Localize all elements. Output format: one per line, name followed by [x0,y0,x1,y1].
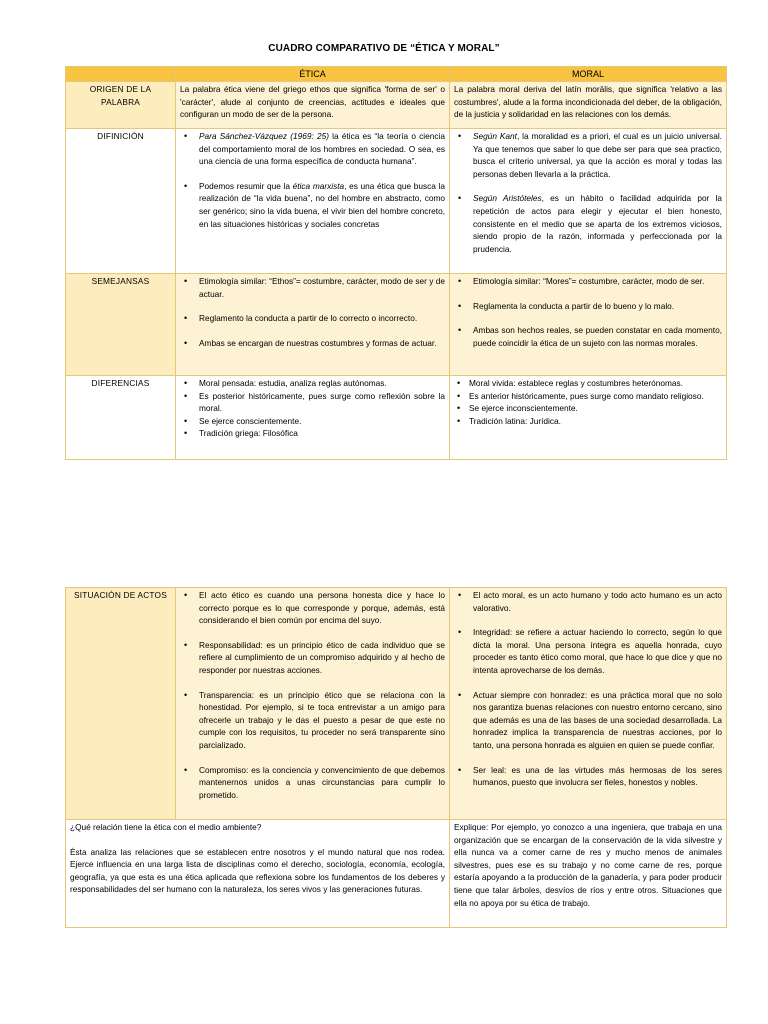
list-item: • Reglamento la conducta a partir de lo correcto o incorrecto. [199,312,445,325]
list-item: • Se ejerce conscientemente. [199,415,445,428]
row-origen [66,82,727,129]
row-definicion [66,129,727,274]
list-item: • Etimología similar: “Mores”= costumbre, carácter, modo de ser. [473,275,722,288]
list-item: • Tradición latina: Jurídica. [469,415,722,428]
diferencias-etica [176,376,450,460]
header-empty [66,67,176,82]
header-row [66,67,727,82]
list-item: • Se ejerce inconscientemente. [469,402,722,415]
header-etica: ÉTICA [176,67,450,82]
row-qa [66,820,727,928]
list-item: • Podemos resumir que la ética marxista, es una ética que busca la realización de “la vida buena”, no del hombre en abstracto, como ser genérico; sino la vida buena, el vivir bien del hombre concreto, en las situaciones históricas y sociales concretas [199,180,445,230]
row-label-semejanzas: SEMEJANSAS [66,274,176,376]
list-item: • El acto moral, es un acto humano y todo acto humano es un acto valorativo. [473,589,722,614]
semejanzas-etica [176,274,450,376]
row-semejanzas [66,274,727,376]
comparison-table-lower [65,587,727,928]
semejanzas-moral [450,274,727,376]
list-item: • Según Kant, la moralidad es a priori, el cual es un juicio universal. Ya que tenemos que saber lo que debe ser para que sea practico, busca el criterio universal, ya que la acción es moral y todas las personas deben llevarla a la práctica. [473,130,722,180]
row-label-origen: ORIGEN DE LA PALABRA [66,82,176,129]
situacion-etica [176,588,450,820]
list-item: • Ser leal: es una de las virtudes más hermosas de los seres humanos, puesto que involucra ser fieles, honestos y nobles. [473,764,722,789]
qa-question-cell [66,820,450,928]
list-item: • El acto ético es cuando una persona honesta dice y hace lo correcto porque es lo que corresponde y porque, además, está considerando el bien común por encima del suyo. [199,589,445,627]
qa-answer: Ésta analiza las relaciones que se establecen entre nosotros y el mundo natural que nos rodea. Ejerce influencia en una larga lista de disciplinas como el derecho, sociología, economía, ecología, geografía, ya que esta es una ética aplicada que reflexiona sobre los fundamentos de los deberes y responsabilidades del ser humano con la naturaleza, los seres vivos y las generaciones futuras. [70,846,445,895]
list-item: • Transparencia: es un principio ético que se relaciona con la honestidad. Por ejemplo, si te toca entrevistar a un amigo para ofrecerle un trabajo y le das el puesto a pesar de que este no cumple con los requisitos, tu proceder no será transparente sino parcializado. [199,689,445,752]
list-item: • Responsabilidad: es un principio ético de cada individuo que se refiere al cumplimiento de un compromiso adquirido y al hecho de responder por nuestras acciones. [199,639,445,677]
qa-example-cell [450,820,727,928]
definicion-etica [176,129,450,274]
list-item: • Reglamenta la conducta a partir de lo bueno y lo malo. [473,300,722,313]
origen-moral: La palabra moral deriva del latín morālis, que significa 'relativo a las costumbres', alude a la forma incondicionada del deber, de la obligación, de la justicia y solidaridad en las relaciones con los demás. [450,82,727,129]
list-item: • Ambas se encargan de nuestras costumbres y formas de actuar. [199,337,445,350]
diferencias-moral [450,376,727,460]
situacion-moral [450,588,727,820]
comparison-table-upper [65,66,727,460]
row-situacion [66,588,727,820]
header-moral: MORAL [450,67,727,82]
row-label-definicion: DIFINICIÓN [66,129,176,274]
list-item: • Es anterior históricamente, pues surge como mandato religioso. [469,390,722,403]
list-item: • Según Aristóteles, es un hábito o facilidad adquirida por la repetición de actos para elegir y ejecutar el bien honesto, consistente en el medio que se aparta de los extremos viciosos, siendo propio de la razón, informada y perfeccionada por la prudencia. [473,192,722,255]
list-item: • Moral vivida: establece reglas y costumbres heterónomas. [469,377,722,390]
qa-example: Explique: Por ejemplo, yo conozco a una ingeniera, que trabaja en una organización que se encargan de la conservación de la vida silvestre y ella nunca va a comer carne de res y mucho menos de animales silvestres, pues ese es su trabajo y no come carne de res, porque estaría apoyando a la producción de la ganadería, y para poder producir tiene que talar árboles, desvíos de ríos y entre otros. Situaciones que ella no apoya por su ética de trabajo. [454,822,722,908]
definicion-moral [450,129,727,274]
qa-question: ¿Qué relación tiene la ética con el medio ambiente? [70,822,262,832]
list-item: • Etimología similar: “Ethos”= costumbre, carácter, modo de ser y de actuar. [199,275,445,300]
document-title: CUADRO COMPARATIVO DE “ÉTICA Y MORAL” [268,43,500,54]
list-item: • Es posterior históricamente, pues surge como reflexión sobre la moral. [199,390,445,415]
row-label-situacion: SITUACIÓN DE ACTOS [66,588,176,820]
list-item: • Actuar siempre con honradez: es una práctica moral que no solo nos garantiza buenas relaciones con nuestro entorno cercano, sino que además es una de las bases de una sociedad desarrollada. La honradez implica la transparencia de nuestras acciones, por lo tanto, una persona honrada es alguien en quien se puede confiar. [473,689,722,752]
row-label-diferencias: DIFERENCIAS [66,376,176,460]
list-item: • Moral pensada: estudia, analiza reglas autónomas. [199,377,445,390]
list-item: • Compromiso: es la conciencia y convencimiento de que debemos mantenernos unidos a unas circunstancias para cumplir lo prometido. [199,764,445,802]
list-item: • Para Sánchez-Vázquez (1969: 25) la ética es “la teoría o ciencia del comportamiento moral de los hombres en sociedad. O sea, es una ciencia de una forma específica de conducta humana”. [199,130,445,168]
list-item: • Tradición griega: Filosófica [199,427,445,440]
list-item: • Integridad: se refiere a actuar haciendo lo correcto, según lo que dicta la moral. Una persona íntegra es aquella honrada, cuyo proceder es tanto ético como moral, que hace lo que dice y que no intenta aprovecharse de los demás. [473,626,722,676]
origen-etica: La palabra ética viene del griego ethos que significa 'forma de ser' o 'carácter', alude al conjunto de creencias, actitudes e ideales que configuran un modo de ser de la persona. [176,82,450,129]
row-diferencias [66,376,727,460]
list-item: • Ambas son hechos reales, se pueden constatar en cada momento, puede coincidir la ética de un sujeto con las normas morales. [473,324,722,349]
